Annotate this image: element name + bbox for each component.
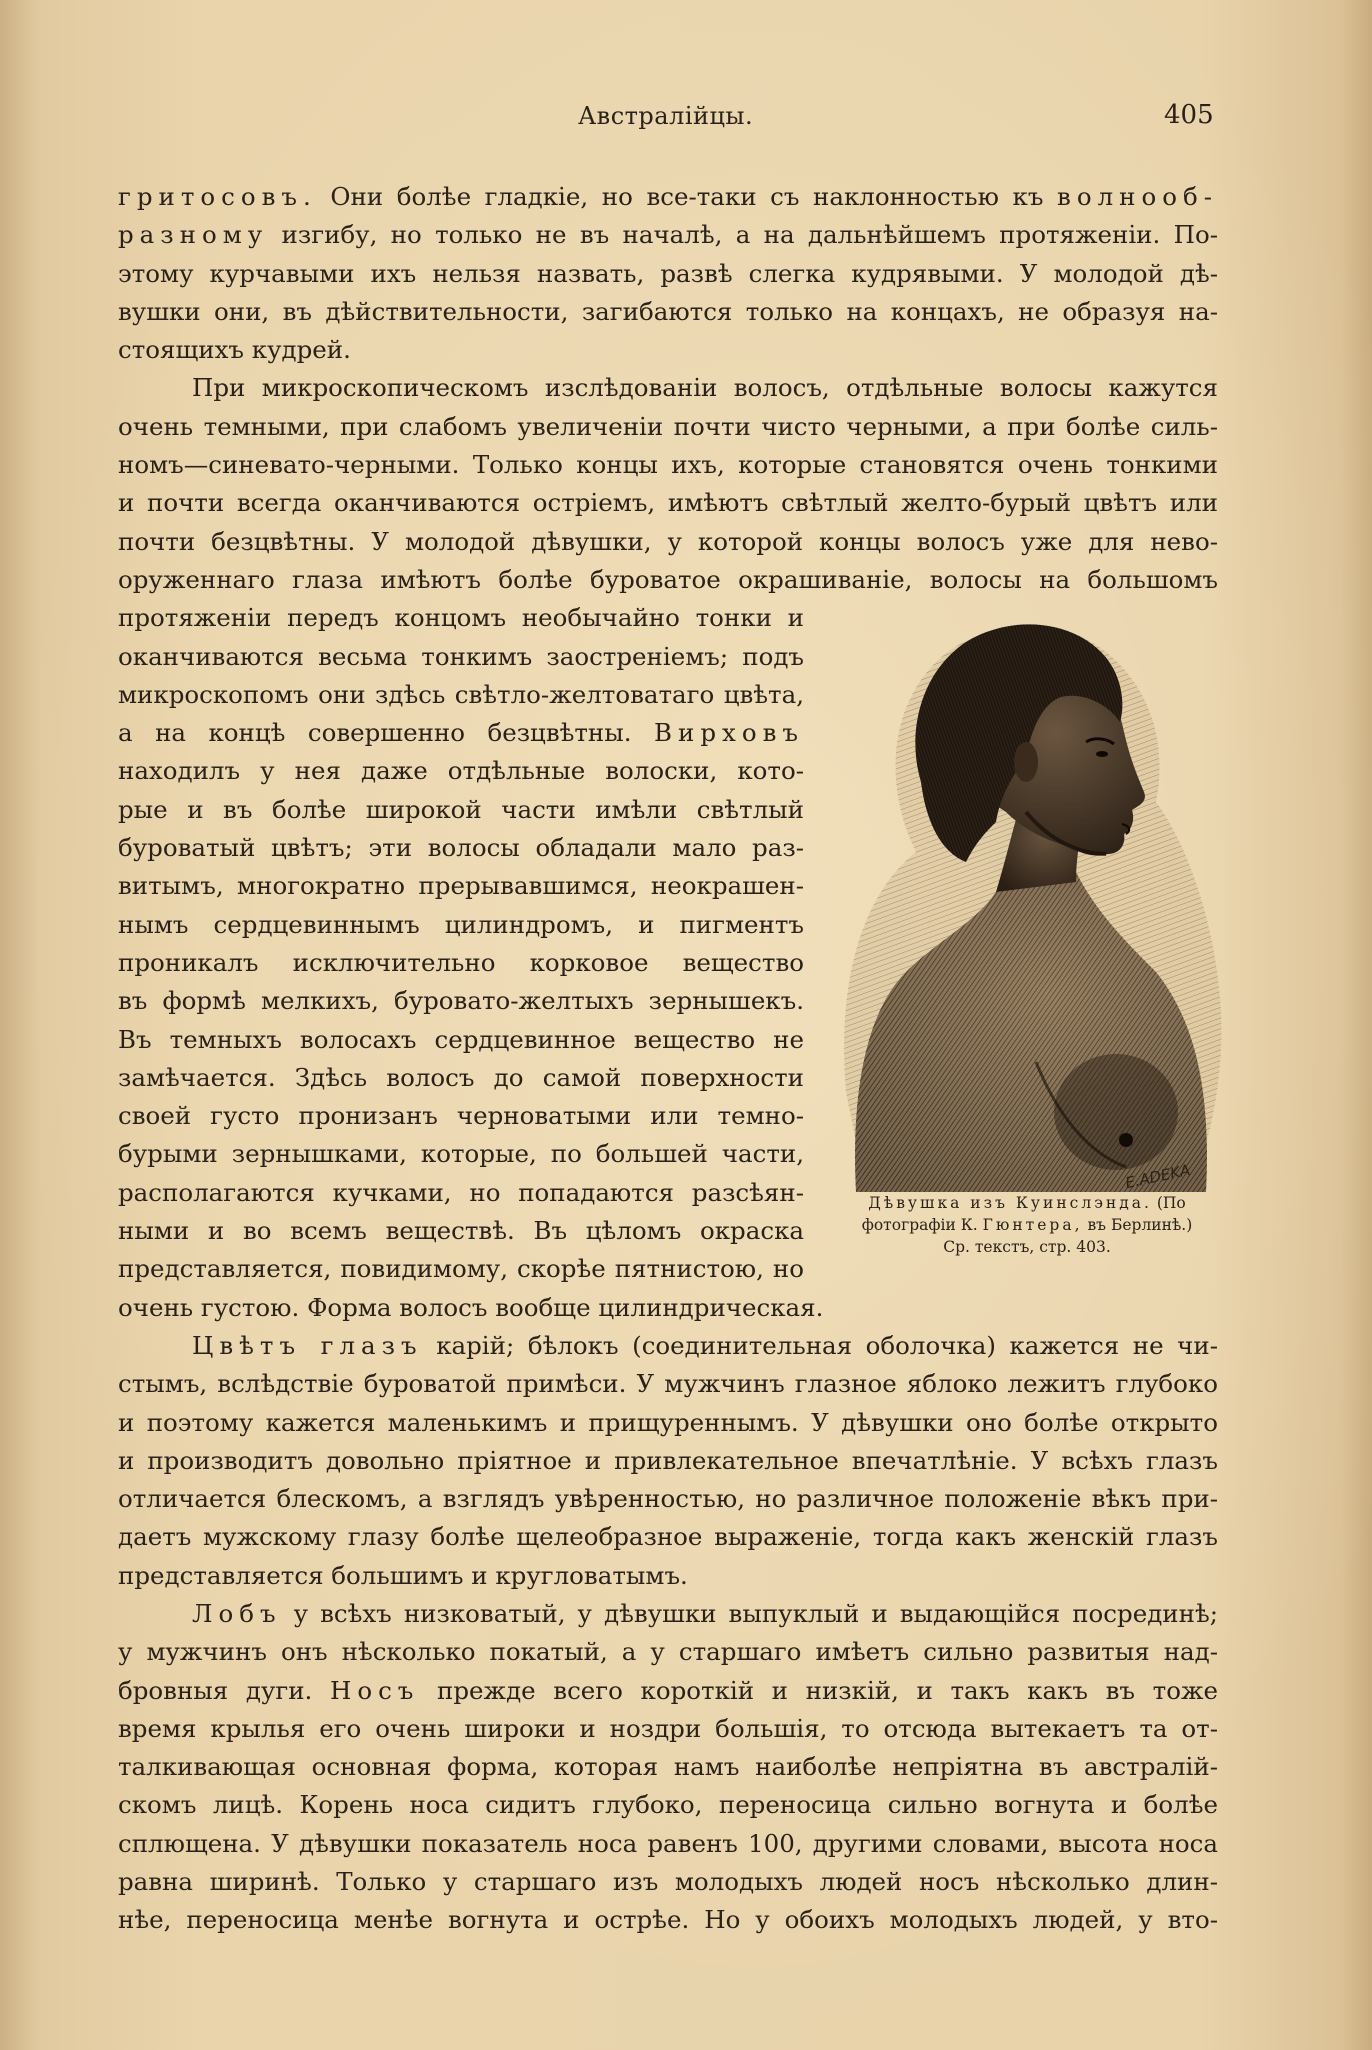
text-line: сплющена. У дѣвушки показатель носа равенъ 100, другими словами, высота носа: [118, 1828, 1218, 1858]
text-line: [118, 1595, 1218, 1633]
page-header: [0, 100, 1372, 140]
engraver-signature: E.ADEKA: [1123, 1160, 1192, 1193]
portrait-engraving: [826, 592, 1226, 1202]
engraving-figure: [826, 592, 1226, 1202]
text-run: изгибу, но только не въ началѣ, а на дальнѣйшемъ протяженіи. По-: [268, 220, 1218, 250]
text-line: время крылья его очень широки и ноздри большія, то отсюда вытекаетъ та от-: [118, 1713, 1218, 1743]
text-line: проникалъ исключительно корковое вещество: [118, 947, 804, 977]
text-line: въ формѣ мелкихъ, буровато-желтыхъ зернышекъ.: [118, 986, 804, 1016]
caption-line: [822, 1214, 1232, 1236]
text-run: карій; бѣлокъ (соединительная оболочка) кажется не чи-: [422, 1330, 1218, 1360]
text-run: у всѣхъ низковатый, у дѣвушки выпуклый и выдающійся посрединѣ;: [281, 1598, 1218, 1628]
text-line: [118, 714, 804, 752]
text-line: вушки они, въ дѣйствительности, загибаются только на концахъ, не образуя на-: [118, 296, 1218, 326]
page-number: 405: [1164, 100, 1214, 130]
text-line: замѣчается. Здѣсь волосъ до самой поверхности: [118, 1062, 804, 1092]
text-line: находилъ у нея даже отдѣльные волоски, кото-: [118, 756, 804, 786]
text-line: и почти всегда оканчиваются остріемъ, имѣютъ свѣтлый желто-бурый цвѣтъ или: [118, 488, 1218, 518]
caption-name: Гюнтера,: [982, 1216, 1083, 1234]
text-line: почти безцвѣтны. У молодой дѣвушки, у которой концы волосъ уже для нево-: [118, 526, 1218, 556]
spaced-term: Носъ: [329, 1675, 420, 1705]
text-line: Въ темныхъ волосахъ сердцевинное вещество не: [118, 1024, 804, 1054]
text-line: представляется большимъ и кругловатымъ.: [118, 1560, 688, 1590]
spaced-term: волнооб-: [1057, 182, 1218, 211]
spaced-term: разному: [118, 220, 269, 250]
text-line: номъ—синевато-черными. Только концы ихъ, которые становятся очень тонкими: [118, 450, 1218, 480]
text-run: прежде всего короткій и низкій, и такъ какъ въ тоже: [419, 1675, 1218, 1705]
text-line: [118, 1327, 1218, 1365]
text-line: у мужчинъ онъ нѣсколько покатый, а у старшаго имѣетъ сильно развитыя над-: [118, 1637, 1218, 1667]
text-line: талкивающая основная форма, которая намъ наиболѣе непріятна въ австралій-: [118, 1752, 1218, 1782]
text-line: представляется, повидимому, скорѣе пятнистою, но: [118, 1254, 804, 1284]
text-line: располагаются кучками, но попадаются разсѣян-: [118, 1177, 804, 1207]
text-line: [118, 216, 1218, 254]
text-line: равна ширинѣ. Только у старшаго изъ молодыхъ людей носъ нѣсколько длин-: [118, 1867, 1218, 1897]
text-line: отличается блескомъ, а взглядъ увѣренностью, но различное положеніе вѣкъ при-: [118, 1484, 1218, 1514]
text-line: этому курчавыми ихъ нельзя назвать, развѣ слегка кудрявыми. У молодой дѣ-: [118, 258, 1218, 288]
text-line: нѣе, переносица менѣе вогнута и острѣе. Но у обоихъ молодыхъ людей, у вто-: [118, 1905, 1218, 1935]
text-line: стымъ, вслѣдствіе буроватой примѣси. У мужчинъ глазное яблоко лежитъ глубоко: [118, 1369, 1218, 1399]
caption-line: Ср. текстъ, стр. 403.: [943, 1238, 1111, 1256]
text-run: а на концѣ совершенно безцвѣтны.: [118, 718, 655, 748]
text-line: микроскопомъ они здѣсь свѣтло-желтоватаго цвѣта,: [118, 679, 804, 709]
text-line: При микроскопическомъ изслѣдованіи волосъ, отдѣльные волосы кажутся: [192, 373, 1218, 403]
text-line: и производитъ довольно пріятное и привлекательное впечатлѣніе. У всѣхъ глазъ: [118, 1445, 1218, 1475]
text-line: рые и въ болѣе широкой части имѣли свѣтлый: [118, 794, 804, 824]
text-line: скомъ лицѣ. Корень носа сидитъ глубоко, переносица сильно вогнута и болѣе: [118, 1790, 1218, 1820]
caption-text: (По: [1151, 1194, 1186, 1212]
text-line: буроватый цвѣтъ; эти волосы обладали мало раз-: [118, 833, 804, 863]
text-line: бурыми зернышками, которые, по большей части,: [118, 1139, 804, 1169]
text-line: очень густою. Форма волосъ вообще цилиндрическая.: [118, 1292, 824, 1322]
figure-caption: [822, 1192, 1232, 1258]
text-line: витымъ, многократно прерывавшимся, неокрашен-: [118, 871, 804, 901]
text-line: даетъ мужскому глазу болѣе щелеобразное выраженіе, тогда какъ женскій глазъ: [118, 1522, 1218, 1552]
running-head: Австралійцы.: [578, 102, 754, 130]
spaced-term: Лобъ: [192, 1598, 282, 1628]
caption-text: въ Берлинѣ.): [1082, 1216, 1193, 1234]
text-line: и поэтому кажется маленькимъ и прищуреннымъ. У дѣвушки оно болѣе открыто: [118, 1407, 1218, 1437]
text-line: очень темными, при слабомъ увеличеніи почти чисто черными, а при болѣе силь-: [118, 411, 1218, 441]
text-run: бровныя дуги.: [118, 1675, 330, 1705]
caption-text: фотографіи К.: [861, 1216, 983, 1234]
spaced-term: гритосовъ.: [118, 182, 317, 211]
text-line: оканчиваются весьма тонкимъ заостреніемъ; подъ: [118, 641, 804, 671]
text-line: протяженіи передъ концомъ необычайно тонки и: [118, 603, 804, 633]
caption-line: [822, 1192, 1232, 1214]
text-line: ными и во всемъ веществѣ. Въ цѣломъ окраска: [118, 1216, 804, 1246]
text-line: стоящихъ кудрей.: [118, 335, 351, 365]
caption-title: Дѣвушка изъ Куинслэнда.: [868, 1194, 1152, 1212]
text-line: нымъ сердцевиннымъ цилиндромъ, и пигментъ: [118, 909, 804, 939]
text-line: оруженнаго глаза имѣютъ болѣе буроватое окрашиваніе, волосы на большомъ: [118, 564, 1218, 594]
spaced-term: Цвѣтъ глазъ: [192, 1330, 423, 1360]
text-line: своей густо пронизанъ черноватыми или темно-: [118, 1101, 804, 1131]
spaced-term: Вирховъ: [654, 718, 804, 748]
text-run: Они болѣе гладкіе, но все-таки съ наклонностью къ: [316, 182, 1058, 211]
text-line: [118, 178, 1218, 216]
text-line: [118, 1672, 1218, 1710]
